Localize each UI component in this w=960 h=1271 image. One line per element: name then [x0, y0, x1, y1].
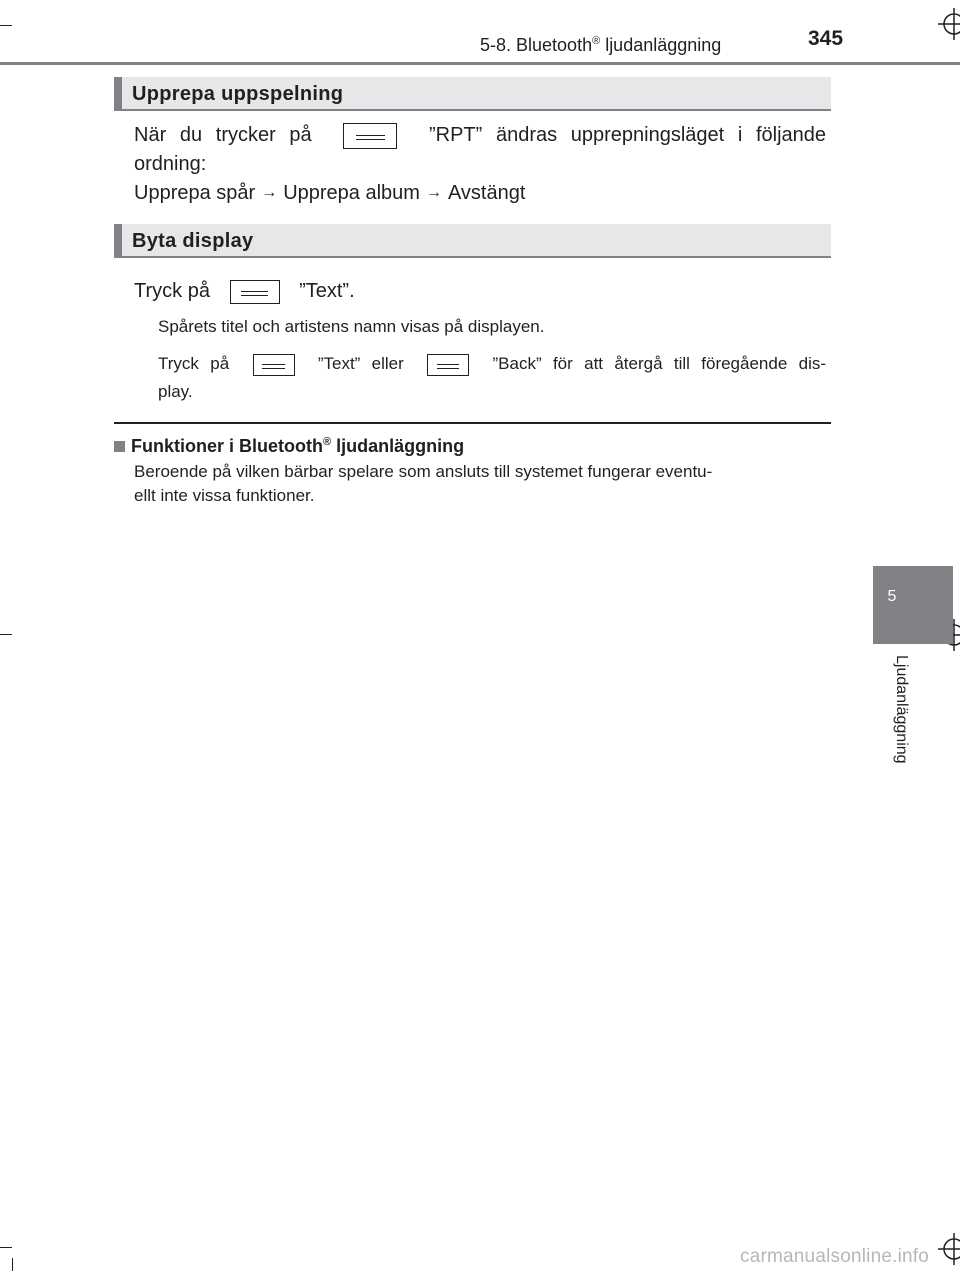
arrow-right-icon: →: [261, 184, 278, 201]
header-section-prefix: 5-8. Bluetooth: [480, 35, 593, 55]
header-section-suffix: ljudanläggning: [600, 35, 722, 55]
section-heading-display: [114, 224, 831, 258]
crop-mark: [0, 25, 12, 26]
section-heading-repeat: [114, 77, 831, 111]
repeat-seq-off: Avstängt: [447, 182, 526, 204]
key-button-icon: [253, 354, 295, 376]
back-instruction-before: Tryck på: [158, 354, 230, 373]
registered-mark: ®: [592, 35, 601, 47]
repeat-instruction-before: När du trycker på: [134, 124, 312, 146]
page-number: 345: [808, 27, 844, 50]
section-title-display: Byta display: [132, 230, 254, 252]
key-button-icon: [230, 280, 280, 304]
registration-mark-icon: [938, 1233, 960, 1265]
chapter-number: 5: [887, 588, 897, 605]
display-instruction-after: ”Text”.: [299, 280, 355, 302]
arrow-right-icon: →: [425, 184, 442, 201]
back-instruction-after: ”Back” för att återgå till föregående dis-: [492, 354, 827, 373]
chapter-title: Ljudanläggning: [893, 655, 910, 764]
back-instruction-mid: ”Text” eller: [317, 354, 404, 373]
repeat-instruction-after: ”RPT” ändras upprepningsläget i följande: [428, 124, 827, 146]
repeat-instruction-line2: ordning:: [134, 153, 207, 175]
display-instruction: [134, 277, 355, 306]
back-instruction-line2: play.: [158, 382, 193, 401]
crop-mark: [12, 1258, 13, 1271]
repeat-instruction-line1: [134, 121, 826, 150]
heading-bar: [114, 224, 122, 256]
note-body-line1: Beroende på vilken bärbar spelare som ansluts till systemet fungerar eventu-: [134, 462, 713, 481]
note-body-line2: ellt inte vissa funktioner.: [134, 486, 315, 505]
running-header-section: [480, 30, 745, 56]
back-instruction-line1: [158, 350, 826, 378]
header-rule: [0, 62, 960, 65]
key-button-icon: [427, 354, 469, 376]
heading-bar: [114, 77, 122, 109]
crop-mark: [0, 1247, 12, 1248]
repeat-seq-album: Upprepa album: [283, 182, 420, 204]
repeat-seq-track: Upprepa spår: [134, 182, 256, 204]
registered-mark: ®: [322, 436, 332, 448]
key-button-icon: [343, 123, 397, 149]
square-bullet-icon: [114, 441, 125, 452]
note-title-suffix: ljudanläggning: [331, 436, 465, 456]
repeat-sequence: [134, 179, 525, 209]
section-divider: [114, 422, 831, 424]
watermark: carmanualsonline.info: [740, 1246, 930, 1267]
display-info: Spårets titel och artistens namn visas på displayen.: [158, 317, 545, 336]
note-title-prefix: Funktioner i Bluetooth: [131, 436, 323, 456]
section-title-repeat: Upprepa uppspelning: [132, 83, 344, 105]
note-heading: [114, 430, 464, 458]
registration-mark-icon: [938, 8, 960, 40]
crop-mark: [0, 634, 12, 635]
display-instruction-before: Tryck på: [134, 280, 210, 302]
